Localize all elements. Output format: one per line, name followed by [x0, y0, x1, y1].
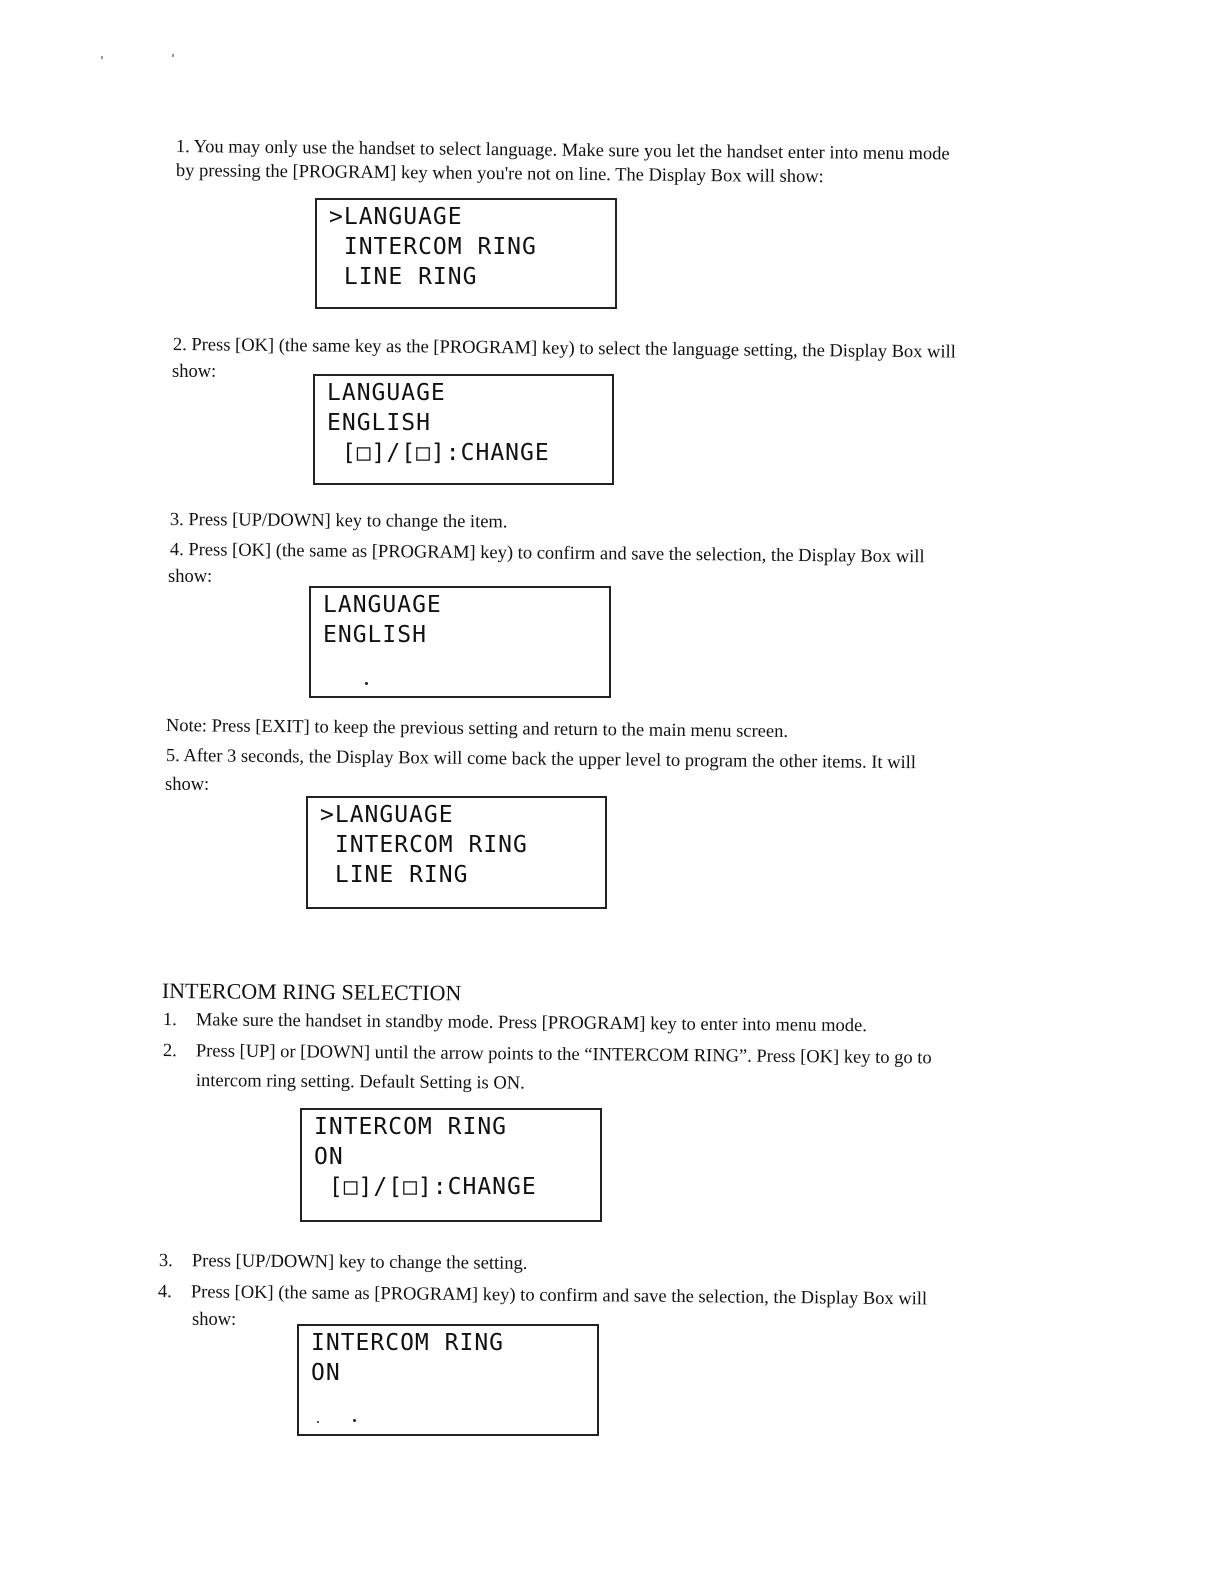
section-heading: INTERCOM RING SELECTION: [161, 978, 462, 1006]
display-line: INTERCOM RING: [320, 832, 528, 858]
display-box-intercom-saved: [297, 1324, 599, 1436]
step-text: Press [UP/DOWN] key to change the setting.: [191, 1251, 528, 1274]
step-text: Make sure the handset in standby mode. Press [PROGRAM] key to enter into menu mode.: [195, 1010, 868, 1037]
step-3-line: [170, 509, 508, 533]
step-text: After 3 seconds, the Display Box will come back the upper level to program the other items. It will: [183, 746, 917, 774]
s2-step-1-line: [163, 1009, 867, 1037]
step-number: 1.: [175, 136, 190, 158]
display-line: INTERCOM RING: [329, 234, 537, 260]
display-box-menu-return: [306, 796, 607, 909]
s2-step-4-line-2: show:: [192, 1310, 237, 1330]
step-text: Press [OK] (the same as [PROGRAM] key) to confirm and save the selection, the Display Box will: [188, 540, 925, 568]
step-number: 5.: [165, 745, 180, 767]
step-text: Press [OK] (the same key as the [PROGRAM] key) to select the language setting, the Display Box will: [191, 335, 956, 363]
scan-mark: [172, 54, 174, 57]
step-4-line-1: [170, 539, 925, 568]
step-number: 4.: [169, 539, 184, 561]
display-line: INTERCOM RING: [311, 1330, 505, 1356]
step-5-line-1: [166, 745, 916, 774]
display-line: [□]/[□]:CHANGE: [327, 440, 550, 466]
step-text: Press [UP/DOWN] key to change the item.: [188, 510, 508, 533]
display-box-menu: [315, 198, 617, 309]
step-number: 2.: [172, 334, 187, 356]
display-box-intercom: [300, 1108, 602, 1222]
step-number: 1.: [162, 1009, 177, 1031]
step-5-line-2: show:: [165, 775, 210, 795]
scan-mark: [101, 56, 103, 59]
display-line: INTERCOM RING: [314, 1114, 508, 1140]
step-number: 3.: [169, 509, 184, 531]
display-line: LANGUAGE: [327, 380, 446, 406]
step-2-line-2: show:: [172, 362, 217, 382]
step-2-line-1: [173, 334, 956, 364]
s2-step-4-line-1: [158, 1281, 927, 1310]
display-line: LINE RING: [320, 862, 469, 888]
display-line: ON: [311, 1360, 341, 1386]
step-number: 2.: [162, 1041, 177, 1062]
step-text: Press [OK] (the same as [PROGRAM] key) to confirm and save the selection, the Display Box will: [190, 1282, 928, 1310]
display-box-language: [313, 374, 614, 485]
display-line: ENGLISH: [323, 622, 427, 648]
display-line: LANGUAGE: [323, 592, 442, 618]
note: Note: Press [EXIT] to keep the previous setting and return to the main menu screen.: [165, 715, 789, 742]
step-1-line-2: by pressing the [PROGRAM] key when you're not on line. The Display Box will show:: [175, 160, 824, 188]
display-dot: [353, 1419, 356, 1422]
display-line: >LANGUAGE: [329, 204, 463, 230]
display-dot: [365, 682, 368, 685]
s2-step-3-line: [159, 1250, 528, 1275]
display-line: LINE RING: [329, 264, 478, 290]
display-dot: [317, 1421, 319, 1423]
display-box-language-saved: [309, 586, 611, 698]
display-line: ON: [314, 1144, 344, 1170]
step-number: 4.: [157, 1282, 172, 1303]
display-line: >LANGUAGE: [320, 802, 454, 828]
step-text: You may only use the handset to select language. Make sure you let the handset enter into menu mode: [193, 137, 950, 165]
step-4-line-2: show:: [168, 567, 213, 587]
step-text: Press [UP] or [DOWN] until the arrow points to the “INTERCOM RING”. Press [OK] key to go to: [195, 1041, 932, 1069]
s2-step-2-line-2: intercom ring setting. Default Setting is ON.: [195, 1071, 525, 1094]
step-number: 3.: [158, 1251, 173, 1272]
display-line: [□]/[□]:CHANGE: [314, 1174, 537, 1200]
s2-step-2-line-1: [163, 1040, 932, 1069]
display-line: ENGLISH: [327, 410, 431, 436]
